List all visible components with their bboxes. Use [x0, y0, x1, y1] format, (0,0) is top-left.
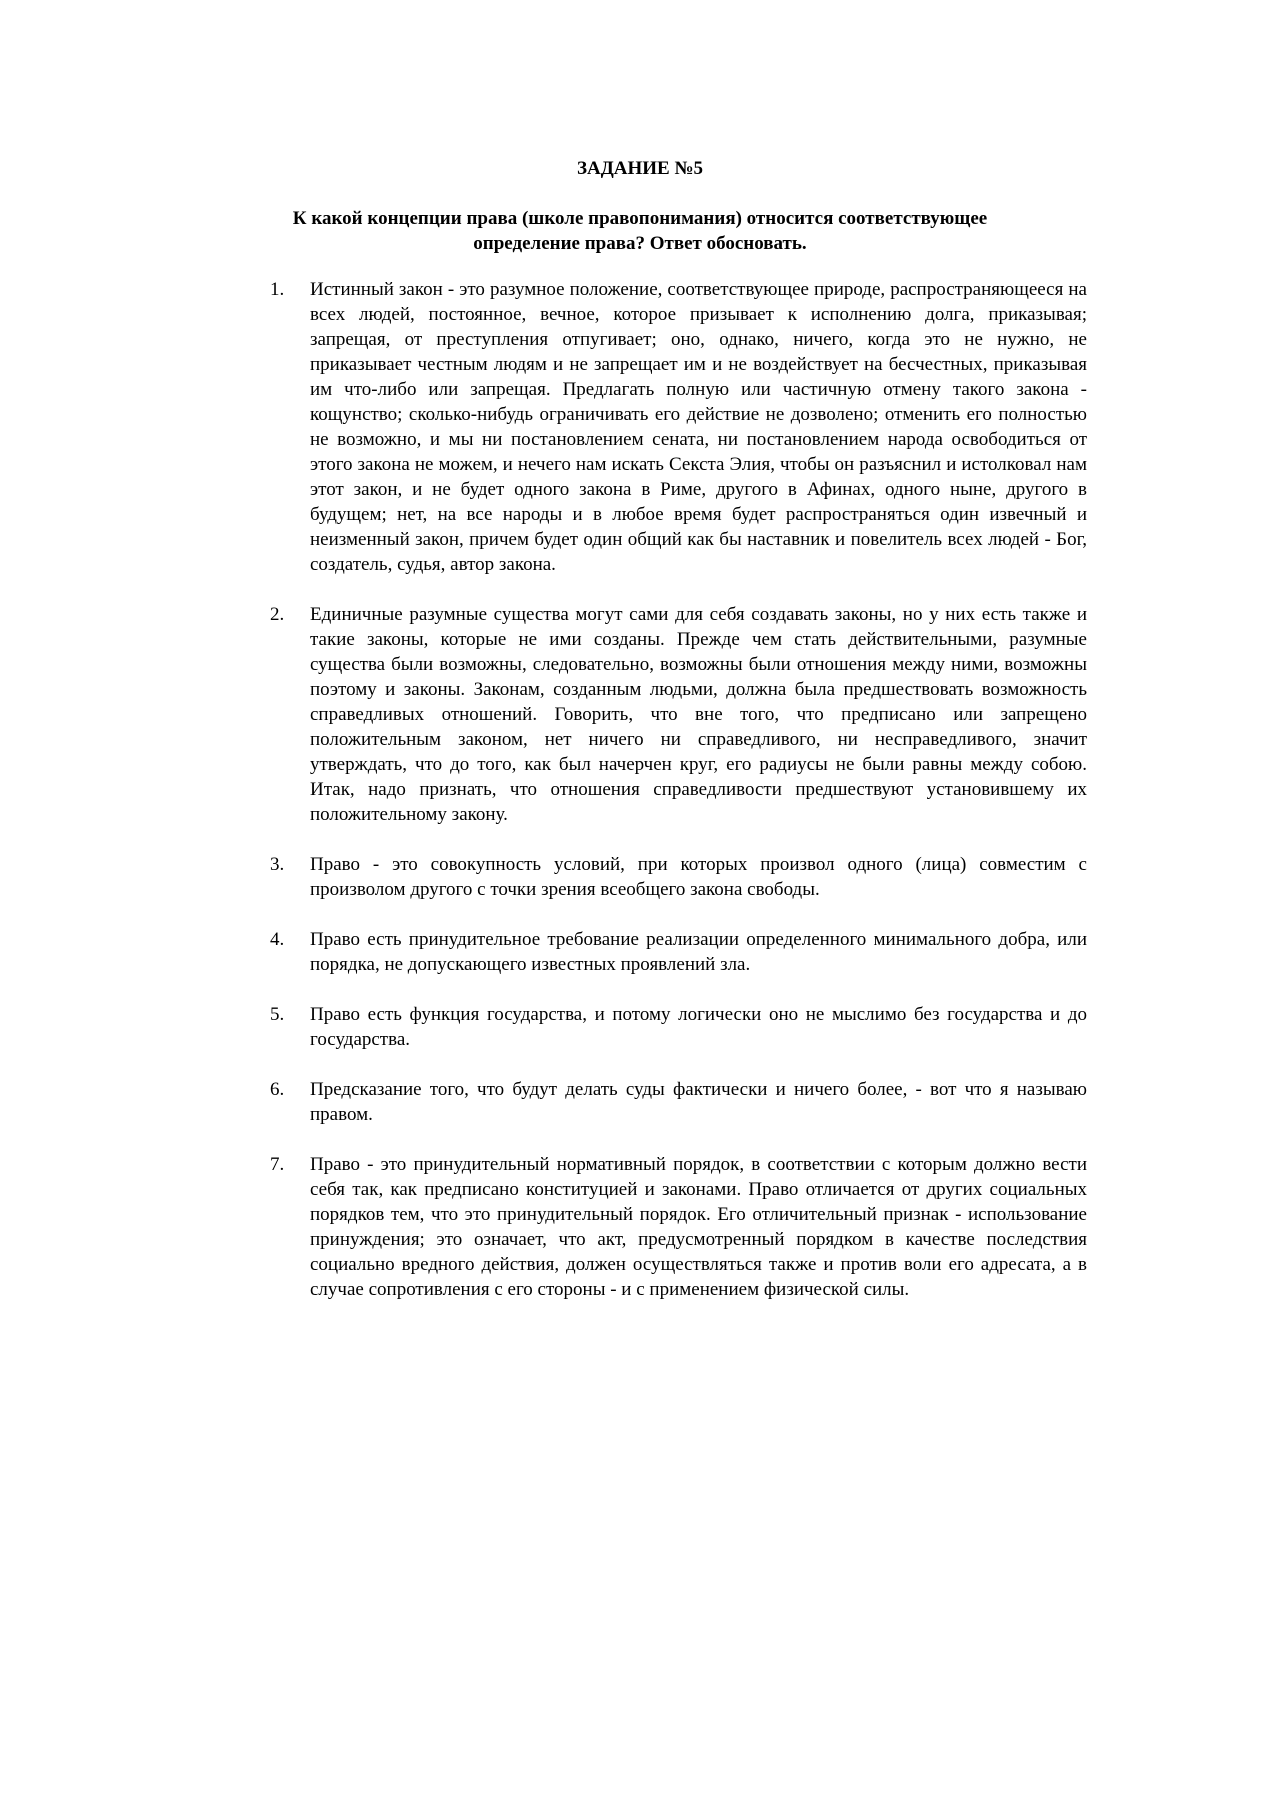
list-item-number: 5.: [270, 1004, 285, 1025]
list-item-text: Право есть функция государства, и потому логически оно не мыслимо без государства и до государства.: [310, 1004, 1087, 1050]
list-item: [0, 927, 1280, 977]
task-question: К какой концепции права (школе правопонимания) относится соответствующее определение права? Ответ обосновать.: [292, 208, 988, 254]
list-item-number: 2.: [270, 604, 285, 625]
list-item-number: 1.: [270, 279, 285, 300]
list-item-text: Единичные разумные существа могут сами для себя создавать законы, но у них есть также и такие законы, которые не ими созданы. Прежде чем стать действительными, разумные существа были возможны, следовательно, возможны были отношения между ними, возможны поэтому и законы. Законам, созданным людьми, должна была предшествовать возможность справедливых отношений. Говорить, что вне того, что предписано или запрещено положительным законом, нет ничего ни справедливого, ни несправедливого, значит утверждать, что до того, как был начерчен круг, его радиусы не были равны между собою. Итак, надо признать, что отношения справедливости предшествуют установившему их положительному закону.: [310, 604, 1087, 825]
definitions-list: [0, 277, 1280, 1327]
list-item-text: Право - это принудительный нормативный порядок, в соответствии с которым должно вести себя так, как предписано конституцией и законами. Право отличается от других социальных порядков тем, что это принудительный порядок. Его отличительный признак - использование принуждения; это означает, что акт, предусмотренный порядком в качестве последствия социально вредного действия, должен осуществляться также и против воли его адресата, а в случае сопротивления с его стороны - и с применением физической силы.: [310, 1154, 1087, 1300]
list-item-number: 4.: [270, 929, 285, 950]
list-item: [0, 602, 1280, 827]
list-item: [0, 852, 1280, 902]
list-item-text: Право - это совокупность условий, при которых произвол одного (лица) совместим с произволом другого с точки зрения всеобщего закона свободы.: [310, 854, 1087, 900]
list-item-number: 6.: [270, 1079, 285, 1100]
list-item: [0, 1077, 1280, 1127]
list-item: [0, 1152, 1280, 1302]
list-item-number: 7.: [270, 1154, 285, 1175]
list-item-number: 3.: [270, 854, 285, 875]
list-item-text: Право есть принудительное требование реализации определенного минимального добра, или порядка, не допускающего известных проявлений зла.: [310, 929, 1087, 975]
list-item-text: Предсказание того, что будут делать суды фактически и ничего более, - вот что я называю правом.: [310, 1079, 1087, 1125]
list-item: [0, 1002, 1280, 1052]
page-title: ЗАДАНИЕ №5: [576, 158, 704, 179]
list-item: [0, 277, 1280, 577]
list-item-text: Истинный закон - это разумное положение, соответствующее природе, распространяющееся на всех людей, постоянное, вечное, которое призывает к исполнению долга, приказывая; запрещая, от преступления отпугивает; оно, однако, ничего, когда это не нужно, не приказывает честным людям и не запрещает им и не воздействует на бесчестных, приказывая им что-либо или запрещая. Предлагать полную или частичную отмену такого закона - кощунство; сколько-нибудь ограничивать его действие не дозволено; отменить его полностью не возможно, и мы ни постановлением сената, ни постановлением народа освободиться от этого закона не можем, и нечего нам искать Секста Элия, чтобы он разъяснил и истолковал нам этот закон, и не будет одного закона в Риме, другого в Афинах, одного ныне, другого в будущем; нет, на все народы и в любое время будет распространяться один извечный и неизменный закон, причем будет один общий как бы наставник и повелитель всех людей - Бог, создатель, судья, автор закона.: [310, 279, 1087, 575]
